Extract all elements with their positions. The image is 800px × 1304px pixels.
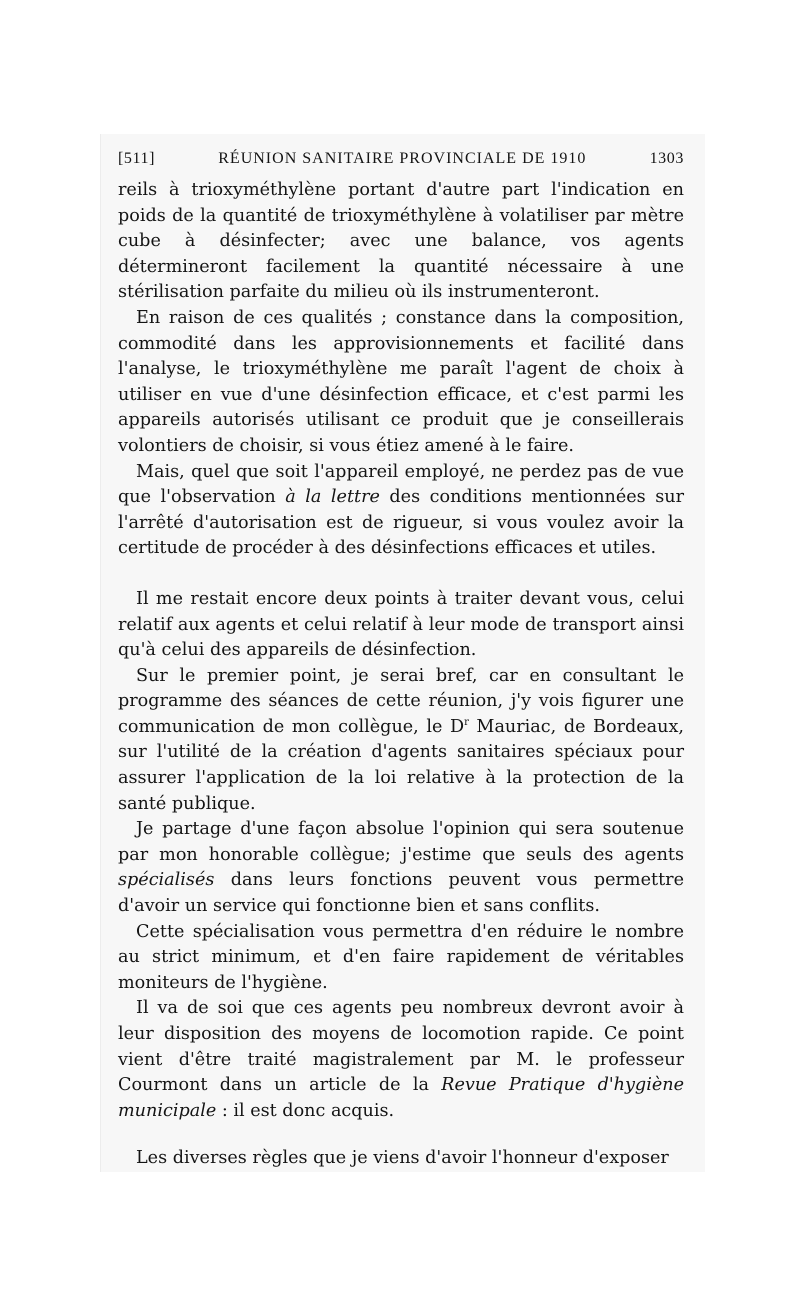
paragraph-8-emphasis: Revue Pratique d'hygiène municipale [118, 1075, 684, 1121]
paragraph-3-text-b: des conditions mentionnées sur l'arrêté d'autorisation est de rigueur, si vous voulez avoir la certitude de procéder à des désinfections efficaces et utiles. [118, 487, 684, 559]
paragraph-5-superscript: r [464, 717, 469, 729]
paragraph-3 [118, 460, 684, 562]
paragraph-1: reils à trioxyméthylène portant d'autre part l'indication en poids de la quantité de trioxyméthylène à volatiliser par mètre cube à désinfecter; avec une balance, vos agents détermineront facilement la quantité nécessaire à une stérilisation parfaite du milieu où ils instrumenteront. [118, 180, 684, 303]
paragraph-2: En raison de ces qualités ; constance dans la composition, commodité dans les approvisionnements et facilité dans l'analyse, le trioxyméthylène me paraît l'agent de choix à utiliser en vue d'une désinfection efficace, et c'est parmi les appareils autorisés utilisant ce produit que je conseillerais volontiers de choisir, si vous étiez amené à le faire. [118, 307, 684, 456]
section-gap [118, 562, 684, 587]
paragraph-7: Cette spécialisation vous permettra d'en réduire le nombre au strict minimum, et d'en faire rapidement de véritables moniteurs de l'hygiène. [118, 921, 684, 993]
paragraph-8 [118, 996, 684, 1124]
paragraph-6-text-b: dans leurs fonctions peuvent vous permettre d'avoir un service qui fonctionne bien et sans conflits. [118, 870, 684, 917]
paragraph-9: Les diverses règles que je viens d'avoir l'honneur d'exposer [136, 1148, 669, 1169]
paragraph-8-text-a: Il va de soi que ces agents peu nombreux devront avoir à leur disposition des moyens de locomotion rapide. Ce point vient d'être traité magistralement par M. le professeur Courmont dans un article de la [118, 998, 684, 1096]
paragraph-6-emphasis: spécialisés [118, 870, 215, 891]
paragraph-5 [118, 664, 684, 818]
header-section-number: [511] [118, 150, 156, 167]
paragraph-3-text-a: Mais, quel que soit l'appareil employé, ne perdez pas de vue que l'observation [118, 461, 684, 508]
paragraph-6-text-a: Je partage d'une façon absolue l'opinion qui sera soutenue par mon honorable collègue; j'estime que seuls des agents [118, 819, 684, 865]
section-gap-2 [118, 1124, 684, 1146]
paragraph-5-text-b: Mauriac, de Bordeaux, sur l'utilité de la création d'agents sanitaires spéciaux pour assurer l'application de la loi relative à la protection de la santé publique. [118, 716, 685, 814]
paragraph-8-text-b: : il est donc acquis. [216, 1100, 395, 1121]
paragraph-5-text-a: Sur le premier point, je serai bref, car en consultant le programme des séances de cette réunion, j'y vois figurer une communication de mon collègue, le D [118, 665, 684, 737]
header-title: RÉUNION SANITAIRE PROVINCIALE DE 1910 [218, 150, 587, 167]
paragraph-3-emphasis: à la lettre [285, 487, 380, 508]
paragraph-4: Il me restait encore deux points à traiter devant vous, celui relatif aux agents et celui relatif à leur mode de transport ainsi qu'à celui des appareils de désinfection. [118, 588, 684, 661]
page-text-column [118, 146, 684, 1172]
running-header [118, 146, 684, 176]
header-page-number: 1303 [649, 150, 684, 167]
paragraph-6 [118, 817, 684, 919]
